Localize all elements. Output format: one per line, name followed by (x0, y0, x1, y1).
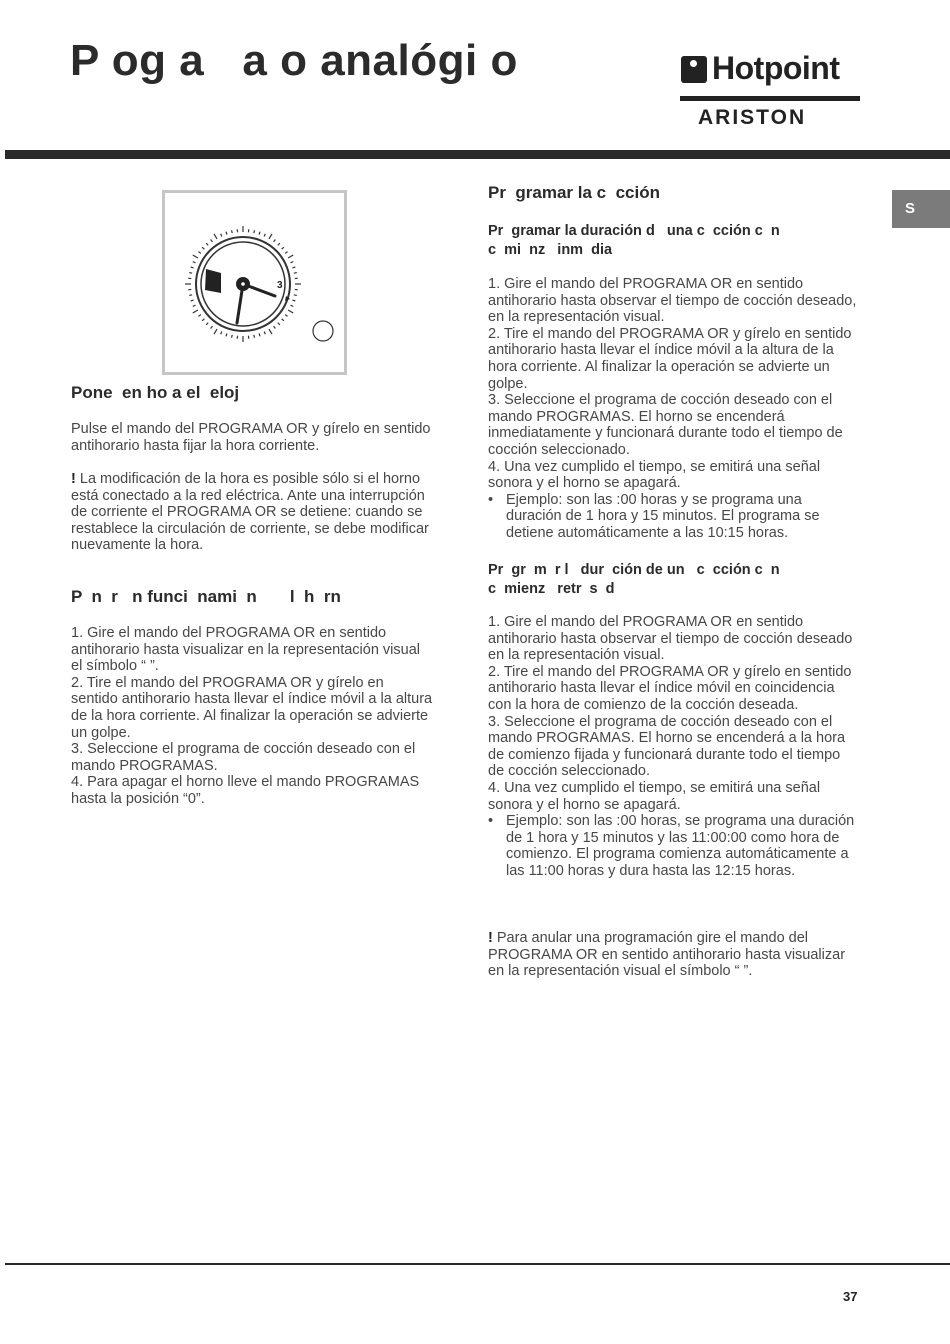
set-clock-paragraph (71, 421, 433, 454)
dial-tick (292, 300, 295, 301)
dial-tick (199, 252, 201, 254)
cooking-symbol-icon (205, 269, 221, 293)
dial-tick (221, 332, 222, 335)
footer-divider (5, 1263, 950, 1265)
dial-tick (274, 326, 276, 328)
dial-tick (206, 243, 208, 245)
dial-tick (254, 230, 255, 233)
dial-tick (282, 247, 284, 249)
step-4: 4. Para apagar el horno lleve el mando PROGRAMAS hasta la posición “0”. (71, 774, 420, 807)
clock-note-text: La modificación de la hora es posible sólo si el horno está conectado a la red eléctrica. Ante una interrupción de corriente el PROGRAMA OR se detiene: cuando se restablece la circulación de corriente, se debe modificar nuevamente la hora. (71, 471, 429, 554)
dial-tick (211, 326, 213, 328)
dial-tick (264, 332, 265, 335)
logo-sub-brand-text: ARISTON (698, 106, 807, 129)
dial-tick (285, 315, 287, 317)
dial-tick (288, 255, 293, 258)
hotpoint-ariston-logo (680, 50, 860, 131)
dial-tick (291, 305, 294, 306)
timer-dial-illustration (165, 193, 350, 378)
step-1: 1. Gire el mando del PROGRAMA OR en sentido antihorario hasta observar el tiempo de cocción deseado, en la representación visual. (488, 276, 857, 326)
timer-dial-figure (162, 190, 347, 375)
dial-tick (191, 300, 194, 301)
dial-tick (214, 329, 217, 334)
dial-tick (288, 310, 293, 313)
dial-tick (294, 295, 297, 296)
dial-tick (189, 273, 192, 274)
dial-tick (202, 319, 204, 321)
example-text: Ejemplo: son las :00 horas, se programa una duración de 1 hora y 15 minutos y las 11:00:00 como hora de comienzo. El programa comienza automáticamente a las 11:00 horas y dura hasta las 12:15 horas. (506, 813, 855, 879)
dial-tick (193, 255, 198, 258)
dial-tick (189, 295, 192, 296)
step-2: 2. Tire el mando del PROGRAMA OR y gírelo en sentido antihorario hasta llevar el índice móvil a la altura de la hora corriente. Al finalizar la operación se advierte un golpe. (71, 674, 433, 741)
bullet-icon: • (488, 813, 494, 830)
step-1: 1. Gire el mando del PROGRAMA OR en sentido antihorario hasta visualizar en la representación visual el símbolo “ ”. (71, 625, 420, 675)
step-1: 1. Gire el mando del PROGRAMA OR en sentido antihorario hasta observar el tiempo de cocción deseado en la representación visual. (488, 614, 853, 664)
section-heading-set-clock: Pone en ho a el eloj (71, 383, 240, 402)
header-divider (5, 150, 950, 159)
dial-tick (269, 234, 272, 239)
dial-tick (254, 335, 255, 338)
delayed-steps (488, 614, 860, 880)
dial-tick (291, 262, 294, 263)
dial-tick (226, 333, 227, 336)
step-3: 3. Seleccione el programa de cocción deseado con el mando PROGRAMAS. El horno se encenderá inmediatamente y funcionará durante todo el tiempo de cocción seleccionado. (488, 392, 843, 458)
dial-tick (292, 267, 295, 268)
example-bullet (488, 492, 860, 542)
dial-tick (282, 319, 284, 321)
page-number: 37 (843, 1289, 858, 1304)
dial-number: 3 (277, 280, 283, 291)
dial-tick (259, 232, 260, 235)
step-4: 4. Una vez cumplido el tiempo, se emitirá una señal sonora y el horno se apagará. (488, 458, 821, 492)
oven-operation-steps (71, 625, 433, 808)
dial-tick (294, 273, 297, 274)
section-heading-oven-operation: P n r n funci nami n l h rn (71, 587, 341, 606)
subheading-immediate-line2: c mi nz inm dia (488, 242, 613, 258)
logo-square-icon (681, 56, 707, 83)
section-heading-programming: Pr gramar la c cción (488, 183, 660, 202)
dial-tick (226, 232, 227, 235)
step-3: 3. Seleccione el programa de cocción deseado con el mando PROGRAMAS. (71, 741, 416, 774)
knob-circle-icon (313, 321, 333, 341)
warning-mark-icon: ! (488, 930, 493, 946)
dial-tick (259, 333, 260, 336)
logo-rule (680, 96, 860, 101)
subheading-delayed-line2: c mienz retr s d (488, 581, 615, 597)
dial-tick (285, 252, 287, 254)
language-tab: S (892, 190, 950, 228)
example-bullet (488, 813, 860, 879)
example-text: Ejemplo: son las :00 horas y se programa una duración de 1 hora y 15 minutos. El programa se detiene automáticamente a las 10:15 horas. (506, 491, 820, 541)
dial-tick (193, 262, 196, 263)
immediate-steps (488, 276, 860, 542)
clock-note (71, 471, 433, 554)
dial-tick (232, 335, 233, 338)
dial-tick (278, 323, 280, 325)
bullet-icon: • (488, 491, 494, 508)
dial-tick (193, 310, 198, 313)
cancel-note (488, 930, 860, 980)
dial-tick (191, 267, 194, 268)
step-4: 4. Una vez cumplido el tiempo, se emitirá una señal sonora y el horno se apagará. (488, 779, 821, 813)
dial-tick (221, 234, 222, 237)
step-2: 2. Tire el mando del PROGRAMA OR y gírelo en sentido antihorario hasta llevar el índice móvil en coincidencia con la hora de comienzo de la cocción deseada. (488, 663, 852, 713)
dial-tick (269, 329, 272, 334)
dial-tick (206, 323, 208, 325)
dial-tick (278, 243, 280, 245)
warning-mark-icon: ! (71, 471, 76, 487)
step-2: 2. Tire el mando del PROGRAMA OR y gírelo en sentido antihorario hasta llevar el índice móvil a la altura de la hora corriente. Al finalizar la operación se advierte un golpe. (488, 325, 852, 392)
cancel-note-text: Para anular una programación gire el mando del PROGRAMA OR en sentido antihorario hasta visualizar en la representación visual el símbolo “ ”. (488, 930, 846, 980)
dial-tick (214, 234, 217, 239)
page-title: P og a a o analógi o (70, 36, 518, 85)
dial-tick (211, 240, 213, 242)
subheading-immediate-line1: Pr gramar la duración d una c cción c n (488, 223, 780, 239)
logo-brand-text: Hotpoint (712, 50, 840, 86)
set-clock-text: Pulse el mando del PROGRAMA OR y gírelo en sentido antihorario hasta fijar la hora corriente. (71, 421, 431, 454)
step-3: 3. Seleccione el programa de cocción deseado con el mando PROGRAMAS. El horno se encenderá a la hora de comienzo fijada y funcionará durante todo el tiempo de cocción seleccionado. (488, 713, 846, 780)
dial-tick (232, 230, 233, 233)
dial-tick (274, 240, 276, 242)
dial-tick (199, 315, 201, 317)
dial-tick (202, 247, 204, 249)
dial-tick (264, 234, 265, 237)
dial-tick (193, 305, 196, 306)
subheading-delayed-line1: Pr gr m r l dur ción de un c cción c n (488, 562, 780, 578)
